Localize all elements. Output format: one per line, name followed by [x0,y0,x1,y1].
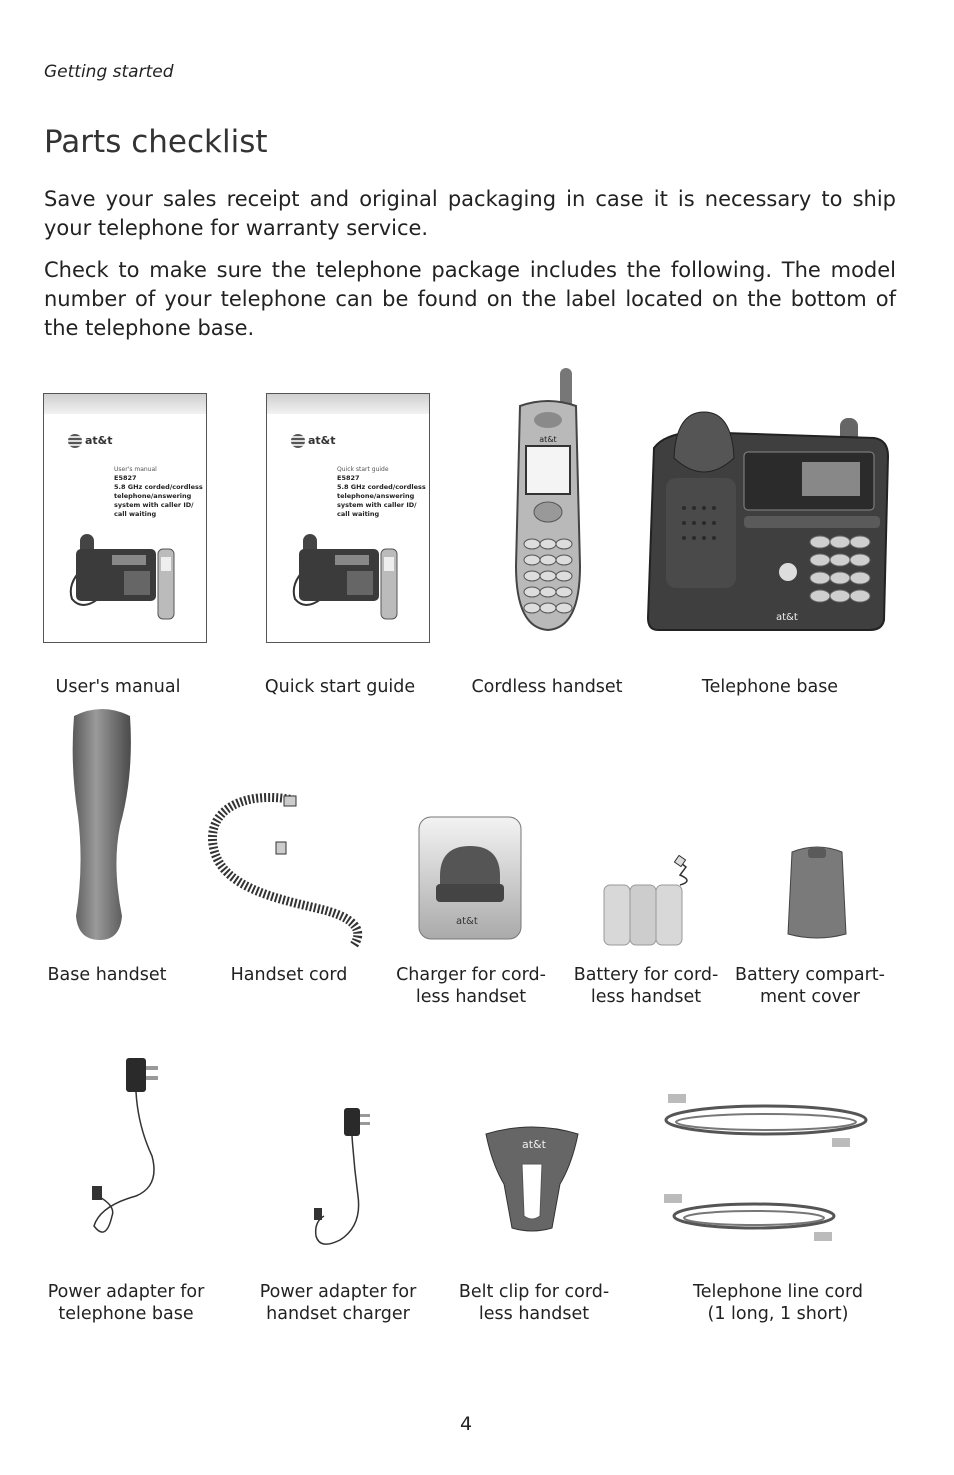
caption-handset-cord: Handset cord [230,965,348,985]
caption-quick-start-guide: Quick start guide [264,677,416,697]
power-adapter-charger-image [310,1106,380,1252]
belt-clip-logo: at&t [522,1138,546,1151]
power-adapter-base-image [86,1056,166,1242]
handset-cord-image [204,790,374,950]
caption-power-adapter-charger: Power adapter for handset charger [259,1282,417,1324]
battery-cover-image [784,842,850,942]
att-logo: at&t [68,434,113,448]
caption-cordless-handset: Cordless handset [471,677,623,697]
caption-power-adapter-base: Power adapter for telephone base [47,1282,205,1324]
att-logo: at&t [291,434,336,448]
checklist-paragraph: Check to make sure the telephone package includes the following. The model number of your telephone can be found on the label located on the bottom of the telephone base. [44,258,896,340]
page-number: 4 [460,1413,473,1435]
section-label: Getting started [44,62,174,82]
caption-users-manual: User's manual [55,677,181,697]
charger-logo: at&t [456,916,478,927]
users-manual-image: at&t User's manual E5827 5.8 GHz corded/cordless telephone/answering system with caller ID/ call waiting [43,393,207,643]
caption-battery-cover: Battery compart- ment cover [735,965,885,1007]
cordless-handset-image [510,366,586,634]
base-handset-image [68,706,138,942]
intro-paragraph: Save your sales receipt and original packaging in case it is necessary to ship your telephone for warranty service. [44,187,896,240]
handset-logo: at&t [539,435,557,444]
telephone-base-image [644,408,892,634]
caption-telephone-line-cord: Telephone line cord (1 long, 1 short) [693,1282,863,1324]
caption-belt-clip: Belt clip for cord- less handset [458,1282,610,1324]
caption-battery: Battery for cord- less handset [573,965,719,1007]
caption-base-handset: Base handset [47,965,167,985]
battery-image [600,855,692,947]
charger-image [418,816,522,940]
telephone-line-cord-image [660,1090,872,1248]
caption-charger: Charger for cord- less handset [396,965,546,1007]
quick-start-guide-image: at&t Quick start guide E5827 5.8 GHz corded/cordless telephone/answering system with caller ID/ call waiting [266,393,430,643]
page-title: Parts checklist [44,124,268,160]
caption-telephone-base: Telephone base [701,677,839,697]
belt-clip-image [482,1124,582,1234]
base-logo: at&t [776,612,798,623]
